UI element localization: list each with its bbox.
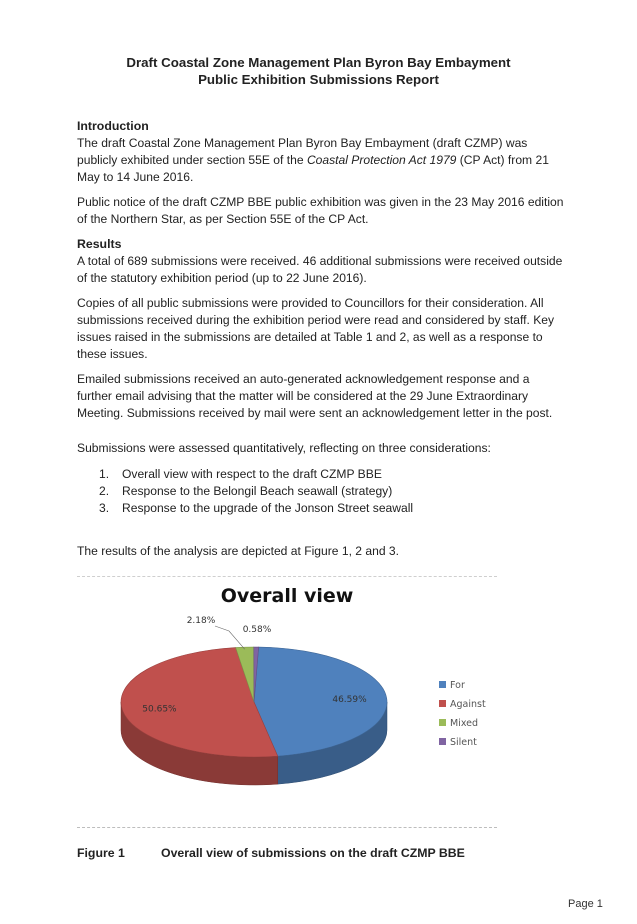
introduction-paragraph-2: Public notice of the draft CZMP BBE public exhibition was given in the 23 May 2016 edition of the Northern Star, as per Section 55E of the CP Act. (77, 195, 564, 226)
results-section (77, 236, 567, 287)
list-item: 1. Overall view with respect to the draft CZMP BBE (99, 467, 382, 481)
legend-label: For (450, 680, 465, 691)
pie-chart-svg (77, 577, 497, 827)
legend-label: Silent (450, 737, 477, 748)
legend-label: Against (450, 699, 486, 710)
act-name: Coastal Protection Act 1979 (306, 153, 457, 167)
figure-caption-text: Overall view of submissions on the draft CZMP BBE (161, 846, 465, 860)
chart-legend (439, 680, 486, 756)
overall-view-chart (77, 576, 497, 828)
legend-swatch (439, 738, 446, 745)
legend-item-mixed (439, 718, 486, 737)
list-item: 3. Response to the upgrade of the Jonson Street seawall (99, 501, 414, 515)
data-label-against: 50.65% (142, 704, 177, 715)
results-paragraph-3: Emailed submissions received an auto-generated acknowledgement response and a further email advising that the matter will be considered at the 29 June Extraordinary Meeting. Submissions received by mail were sent an acknowledgement letter in the post. (77, 372, 553, 420)
figure-number: Figure 1 (77, 846, 125, 860)
data-label-for: 46.59% (332, 695, 367, 706)
results-paragraph-4: Submissions were assessed quantitatively, reflecting on three considerations: (77, 441, 491, 455)
results-paragraph-1: A total of 689 submissions were received. 46 additional submissions were received outside of the statutory exhibition period (up to 22 June 2016). (77, 254, 563, 285)
title-line-2: Public Exhibition Submissions Report (198, 72, 439, 87)
legend-swatch (439, 719, 446, 726)
considerations-list (77, 466, 567, 517)
legend-item-silent (439, 737, 486, 756)
introduction-section (77, 118, 567, 186)
legend-item-for (439, 680, 486, 699)
legend-swatch (439, 681, 446, 688)
list-item: 2. Response to the Belongil Beach seawall (strategy) (99, 484, 393, 498)
introduction-heading: Introduction (77, 119, 149, 133)
legend-swatch (439, 700, 446, 707)
page-number: Page 1 (568, 898, 603, 910)
legend-label: Mixed (450, 718, 479, 729)
data-label-mixed: 2.18% (186, 616, 216, 626)
results-heading: Results (77, 237, 122, 251)
leader-line (215, 626, 245, 649)
document-title (60, 54, 577, 88)
data-label-silent: 0.58% (242, 625, 272, 635)
legend-item-against (439, 699, 486, 718)
title-line-1: Draft Coastal Zone Management Plan Byron Bay Embayment (126, 55, 511, 70)
chart-title: Overall view (220, 585, 354, 607)
results-paragraph-2: Copies of all public submissions were provided to Councillors for their consideration. All submissions received during the exhibition period were read and considered by staff. Key issues raised in the submissions are detailed at Table 1 and 2, as well as a response to these issues. (77, 296, 555, 361)
results-paragraph-5: The results of the analysis are depicted at Figure 1, 2 and 3. (77, 544, 400, 558)
introduction-paragraph-1: The draft Coastal Zone Management Plan Byron Bay Embayment (draft CZMP) was publicly exhibited under section 55E of the Coastal Protection Act 1979 (CP Act) from 21 May to 14 June 2016. (77, 136, 549, 184)
